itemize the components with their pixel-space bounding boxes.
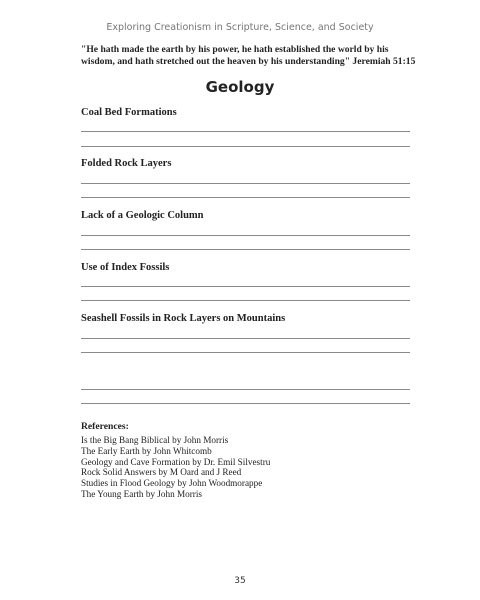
page-title: Geology [205,78,275,96]
answer-line [81,300,410,301]
scripture-verse: "He hath made the earth by his power, he hath established the world by his wisdom, and hath stretched out the heaven by his understanding" Jeremiah 51:15 [81,44,416,67]
answer-line [81,286,410,287]
section-title-index-fossils: Use of Index Fossils [81,262,170,273]
running-header: Exploring Creationism in Scripture, Science, and Society [106,22,374,33]
reference-item: Studies in Flood Geology by John Woodmorappe [81,478,263,489]
answer-line [81,197,410,198]
reference-item: The Early Earth by John Whitcomb [81,445,212,456]
section-title-seashell-fossils: Seashell Fossils in Rock Layers on Mountains [81,313,286,324]
answer-line [81,249,410,250]
reference-item: Rock Solid Answers by M Oard and J Reed [81,467,242,478]
reference-item: Geology and Cave Formation by Dr. Emil Silvestru [81,456,271,467]
references-heading: References: [81,421,129,432]
references-list [81,435,270,500]
section-title-coal-bed: Coal Bed Formations [81,107,177,118]
answer-line [81,146,410,147]
answer-line [81,338,410,339]
reference-item: The Young Earth by John Morris [81,488,202,499]
section-title-folded-rock: Folded Rock Layers [81,158,172,169]
answer-line [81,389,410,390]
answer-line [81,131,410,132]
answer-line [81,352,410,353]
answer-line [81,235,410,236]
reference-item: Is the Big Bang Biblical by John Morris [81,435,229,445]
page-number: 35 [234,576,246,586]
section-title-geologic-column: Lack of a Geologic Column [81,210,204,221]
answer-line [81,403,410,404]
answer-line [81,183,410,184]
